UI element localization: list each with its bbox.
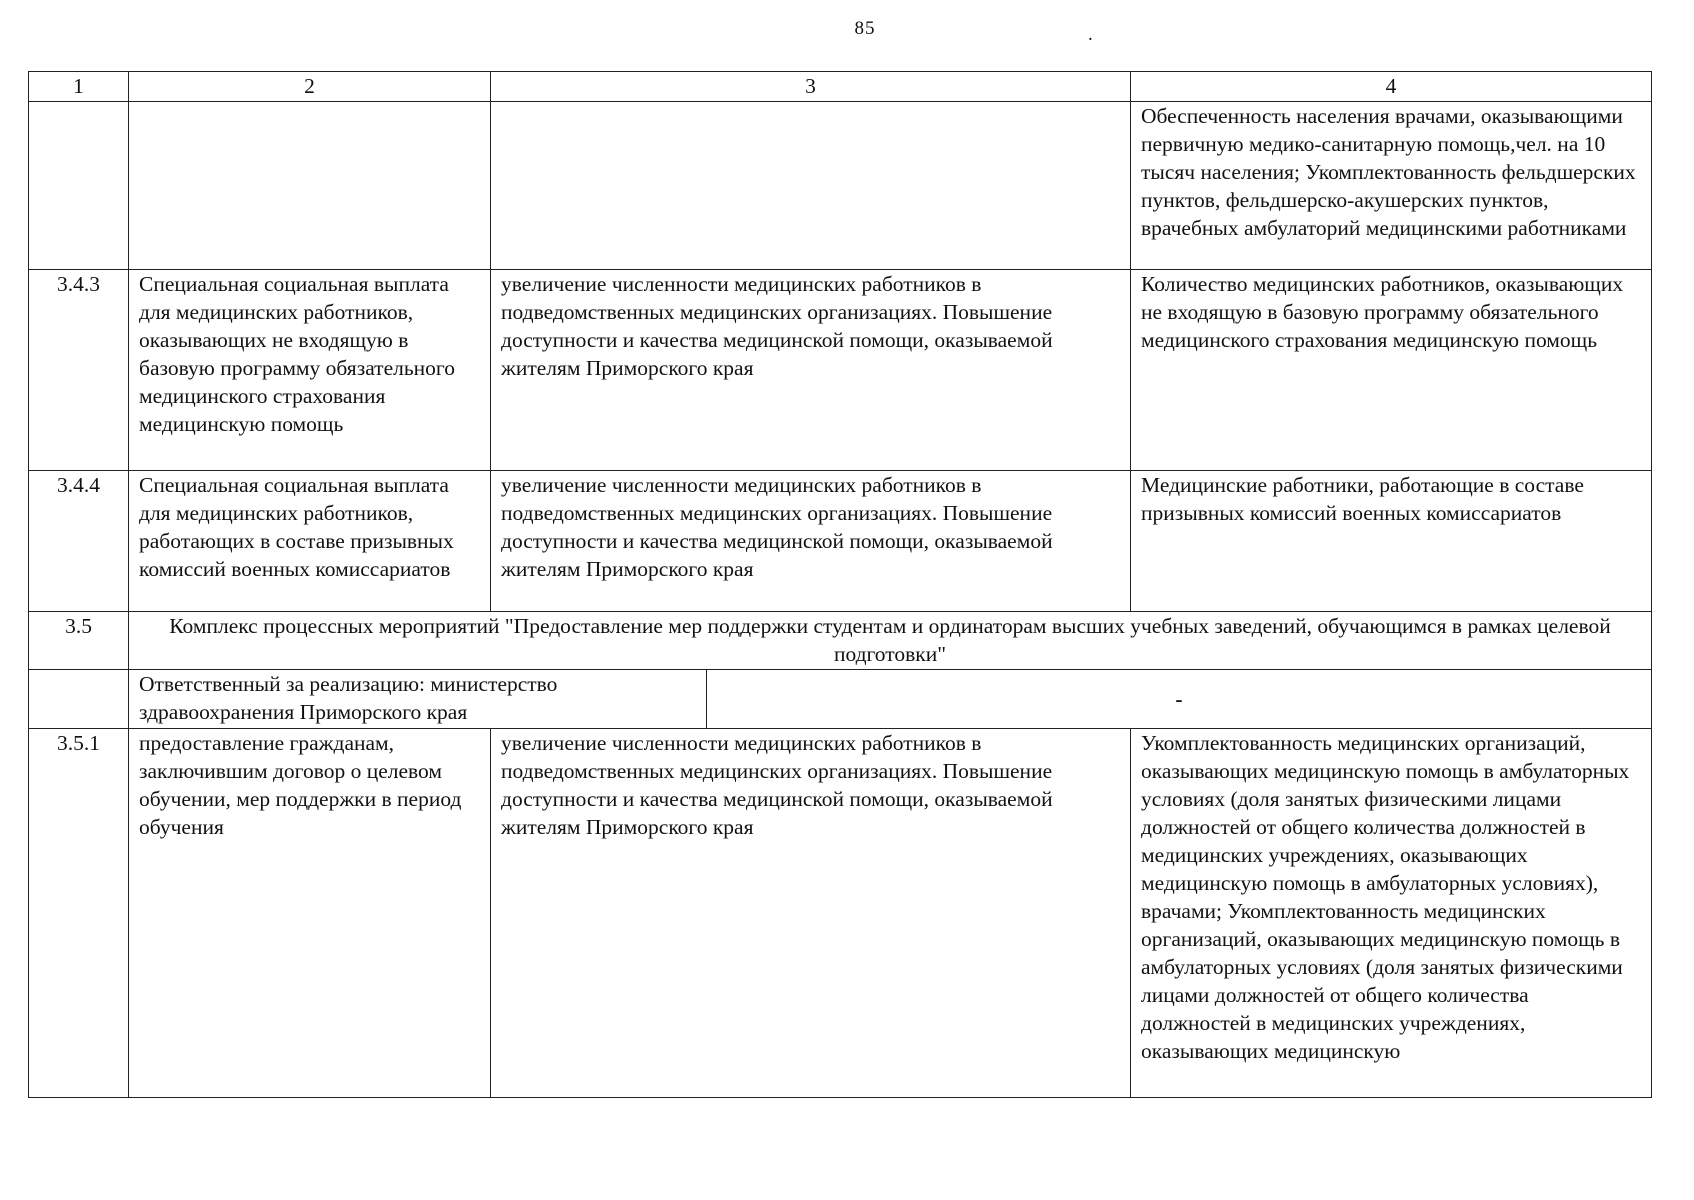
row-number: 3.5 bbox=[29, 612, 129, 670]
cell-empty bbox=[129, 102, 491, 270]
header-col-2: 2 bbox=[129, 72, 491, 102]
row-number: 3.4.4 bbox=[29, 471, 129, 612]
activity-name-cell: Специальная социальная выплата для медицинских работников, работающих в составе призывных комиссий военных комиссариатов bbox=[129, 471, 491, 612]
indicator-cell: Укомплектованность медицинских организаций, оказывающих медицинскую помощь в амбулаторных условиях (доля занятых физическими лицами должностей от общего количества должностей в медицинских учреждениях, оказывающих медицинскую помощь в амбулаторных условиях), врачами; Укомплектованность медицинских организаций, оказывающих медицинскую помощь в амбулаторных условиях (доля занятых физическими лицами должностей от общего количества должностей в медицинских учреждениях, оказывающих медицинскую bbox=[1131, 729, 1652, 1098]
table-row-3-5-1 bbox=[29, 729, 1652, 1098]
responsible-row-cell bbox=[129, 670, 1652, 729]
table-row-continuation bbox=[29, 102, 1652, 270]
table-row-3-4-4 bbox=[29, 471, 1652, 612]
cell-empty bbox=[29, 102, 129, 270]
cell-empty bbox=[491, 102, 1131, 270]
indicator-cell: Количество медицинских работников, оказывающих не входящую в базовую программу обязательного медицинского страхования медицинскую помощь bbox=[1131, 270, 1652, 471]
table-header-row bbox=[29, 72, 1652, 102]
table-row-3-5 bbox=[29, 612, 1652, 670]
table-row-3-4-3 bbox=[29, 270, 1652, 471]
cell-empty bbox=[29, 670, 129, 729]
stray-mark: . bbox=[1088, 24, 1093, 45]
indicator-cell: Медицинские работники, работающие в составе призывных комиссий военных комиссариатов bbox=[1131, 471, 1652, 612]
table-row-responsible bbox=[29, 670, 1652, 729]
activity-name-cell: предоставление гражданам, заключившим договор о целевом обучении, мер поддержки в период обучения bbox=[129, 729, 491, 1098]
activities-table bbox=[28, 71, 1652, 1098]
result-cell: увеличение численности медицинских работников в подведомственных медицинских организациях. Повышение доступности и качества медицинской помощи, оказываемой жителям Приморского края bbox=[491, 729, 1131, 1098]
page-number: 85 bbox=[854, 18, 876, 39]
section-title-cell: Комплекс процессных мероприятий "Предоставление мер поддержки студентам и ординаторам высших учебных заведений, обучающимся в рамках целевой подготовки" bbox=[129, 612, 1652, 670]
result-cell: увеличение численности медицинских работников в подведомственных медицинских организациях. Повышение доступности и качества медицинской помощи, оказываемой жителям Приморского края bbox=[491, 471, 1131, 612]
indicator-cell: Обеспеченность населения врачами, оказывающими первичную медико-санитарную помощь,чел. на 10 тысяч населения; Укомплектованность фельдшерских пунктов, фельдшерско-акушерских пунктов, врачебных амбулаторий медицинскими работниками bbox=[1131, 102, 1652, 270]
header-col-3: 3 bbox=[491, 72, 1131, 102]
row-number: 3.5.1 bbox=[29, 729, 129, 1098]
responsible-value: - bbox=[1175, 687, 1183, 711]
row-number: 3.4.3 bbox=[29, 270, 129, 471]
activity-name-cell: Специальная социальная выплата для медицинских работников, оказывающих не входящую в базовую программу обязательного медицинского страхования медицинскую помощь bbox=[129, 270, 491, 471]
result-cell: увеличение численности медицинских работников в подведомственных медицинских организациях. Повышение доступности и качества медицинской помощи, оказываемой жителям Приморского края bbox=[491, 270, 1131, 471]
header-col-1: 1 bbox=[29, 72, 129, 102]
responsible-label: Ответственный за реализацию: министерство здравоохранения Приморского края bbox=[129, 670, 707, 728]
header-col-4: 4 bbox=[1131, 72, 1652, 102]
